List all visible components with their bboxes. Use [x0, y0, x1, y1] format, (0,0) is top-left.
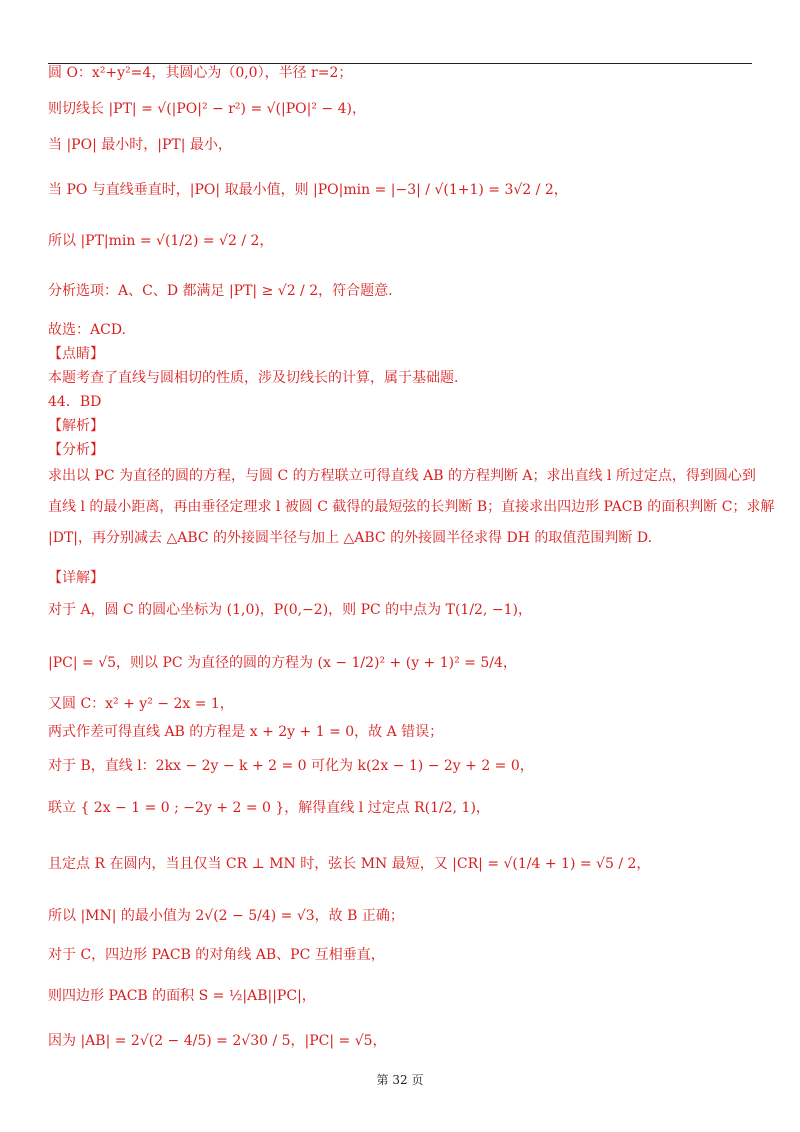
text-line: |DT|，再分别减去 △ABC 的外接圆半径与加上 △ABC 的外接圆半径求得 DH 的取值范围判断 D. — [48, 530, 653, 546]
text-line: 两式作差可得直线 AB 的方程是 x + 2y + 1 = 0，故 A 错误； — [48, 724, 444, 740]
text-line: |PC| = √5，则以 PC 为直径的圆的方程为 (x − 1/2)² + (y + 1)² = 5/4， — [48, 655, 517, 671]
text-line: 所以 |PT|min = √(1/2) = √2 / 2， — [48, 233, 274, 249]
text-line: 直线 l 的最小距离，再由垂径定理求 l 被圆 C 截得的最短弦的长判断 B；直接求出四边形 PACB 的面积判断 C；求解 — [48, 499, 775, 515]
page-number: 第 32 页 — [376, 1073, 424, 1087]
question-number: 44．BD — [48, 394, 102, 410]
text-line: 对于 C，四边形 PACB 的对角线 AB、PC 互相垂直， — [48, 947, 385, 963]
text-line: 则切线长 |PT| = √(|PO|² − r²) = √(|PO|² − 4)， — [48, 101, 366, 117]
text-line: 则四边形 PACB 的面积 S = ½|AB||PC|， — [48, 988, 316, 1004]
text-line: 所以 |MN| 的最小值为 2√(2 − 5/4) = √3，故 B 正确； — [48, 908, 404, 924]
section-heading: 【分析】 — [48, 442, 104, 458]
text-line: 分析选项：A、C、D 都满足 |PT| ≥ √2 / 2，符合题意. — [48, 283, 393, 299]
text-line: 且定点 R 在圆内，当且仅当 CR ⊥ MN 时，弦长 MN 最短，又 |CR| = √(1/4 + 1) = √5 / 2， — [48, 856, 651, 872]
text-line: 又圆 C：x² + y² − 2x = 1， — [48, 696, 234, 712]
text-line: 因为 |AB| = 2√(2 − 4/5) = 2√30 / 5，|PC| = √5， — [48, 1033, 387, 1049]
text-line: 对于 A，圆 C 的圆心坐标为 (1,0)，P(0,−2)，则 PC 的中点为 T(1/2, −1)， — [48, 602, 532, 618]
section-heading: 【点睛】 — [48, 346, 104, 362]
text-line: 对于 B，直线 l：2kx − 2y − k + 2 = 0 可化为 k(2x − 1) − 2y + 2 = 0， — [48, 758, 534, 774]
section-heading: 【详解】 — [48, 570, 104, 586]
text-line: 联立 { 2x − 1 = 0 ; −2y + 2 = 0 }，解得直线 l 过定点 R(1/2, 1)， — [48, 800, 490, 816]
text-line: 圆 O：x²+y²=4，其圆心为（0,0），半径 r=2； — [48, 65, 353, 81]
text-line: 当 PO 与直线垂直时，|PO| 取最小值，则 |PO|min = |−3| / √(1+1) = 3√2 / 2， — [48, 182, 568, 198]
text-line: 故选：ACD. — [48, 322, 126, 338]
text-line: 本题考查了直线与圆相切的性质，涉及切线长的计算，属于基础题. — [48, 370, 459, 386]
text-line: 当 |PO| 最小时，|PT| 最小， — [48, 137, 232, 153]
text-line: 求出以 PC 为直径的圆的方程，与圆 C 的方程联立可得直线 AB 的方程判断 A；求出直线 l 所过定点，得到圆心到 — [48, 468, 756, 484]
section-heading: 【解析】 — [48, 418, 104, 434]
